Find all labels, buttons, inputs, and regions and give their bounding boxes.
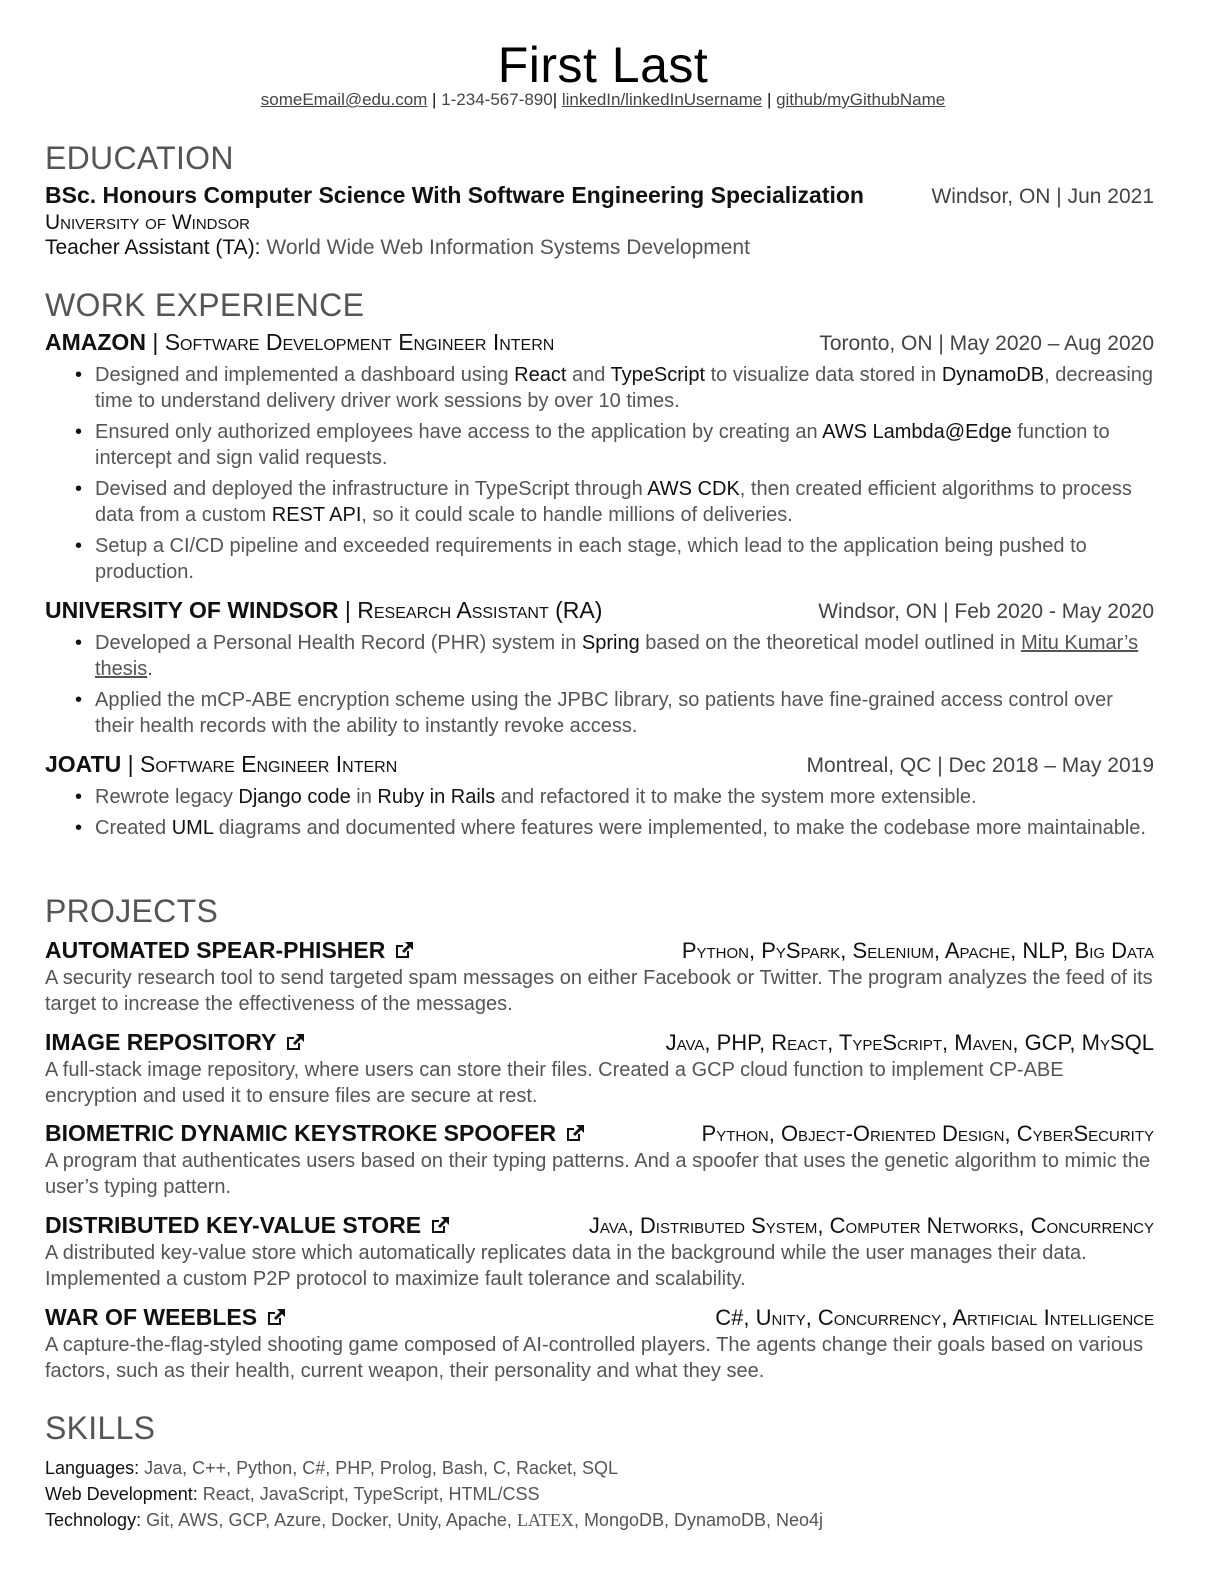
bullet-item: • Devised and deployed the infrastructure in TypeScript through AWS CDK, then created efficient algorithms to process data from a custom REST API, so it could scale to handle millions of deliveries. xyxy=(75,476,1154,528)
phone: 1-234-567-890 xyxy=(441,90,553,109)
separator: | xyxy=(432,90,442,109)
skills-label: Web Development: xyxy=(45,1484,198,1504)
skills-web xyxy=(45,1481,1154,1507)
skills-value: , MongoDB, DynamoDB, Neo4j xyxy=(573,1510,824,1530)
project-description: A distributed key-value store which automatically replicates data in the background while the user manages their data. Implemented a custom P2P protocol to maximize fault tolerance and scalability. xyxy=(45,1242,1087,1290)
project-description: A program that authenticates users based on their typing patterns. And a spoofer that uses the genetic algorithm to mimic the user’s typing pattern. xyxy=(45,1150,1151,1198)
company: JOATU xyxy=(45,751,122,777)
project-tech: C#, Unity, Concurrency, Artificial Intelligence xyxy=(715,1305,1154,1330)
school: University of Windsor xyxy=(45,211,251,234)
project-header xyxy=(45,1212,1154,1239)
skills-value: React, JavaScript, TypeScript, HTML/CSS xyxy=(202,1484,540,1504)
ta-value: World Wide Web Information Systems Development xyxy=(266,236,750,259)
role: Research Assistant (RA) xyxy=(357,597,603,623)
skills-languages xyxy=(45,1455,1154,1481)
job-header-windsor: UNIVERSITY OF WINDSOR | Research Assistant (RA) Windsor, ON | Feb 2020 - May 2020 xyxy=(45,597,1154,623)
section-title-projects: PROJECTS xyxy=(45,893,219,929)
project-description: A security research tool to send targeted spam messages on either Facebook or Twitter. The program analyzes the feed of its target to increase the effectiveness of the messages. xyxy=(45,967,1153,1015)
degree: BSc. Honours Computer Science With Software Engineering Specialization xyxy=(45,182,864,208)
project-tech: Java, PHP, React, TypeScript, Maven, GCP, MySQL xyxy=(665,1030,1154,1055)
job-bullets-amazon xyxy=(75,362,1154,590)
company: UNIVERSITY OF WINDSOR xyxy=(45,597,339,623)
contact-line xyxy=(0,90,1206,110)
skills-value: Java, C++, Python, C#, PHP, Prolog, Bash, C, Racket, SQL xyxy=(144,1458,619,1478)
project-title: DISTRIBUTED KEY-VALUE STORE xyxy=(45,1212,422,1238)
school-line xyxy=(45,210,1154,236)
linkedin-link[interactable]: linkedIn/linkedInUsername xyxy=(561,90,763,109)
ta-line xyxy=(45,235,1154,261)
job-location-date: Windsor, ON | Feb 2020 - May 2020 xyxy=(818,600,1154,623)
section-title-work: WORK EXPERIENCE xyxy=(45,287,365,323)
resume-name: First Last xyxy=(497,37,709,93)
section-title-skills: SKILLS xyxy=(45,1410,156,1446)
external-link-icon[interactable] xyxy=(265,1307,287,1327)
company: AMAZON xyxy=(45,329,146,355)
email-link[interactable]: someEmail@edu.com xyxy=(260,90,428,109)
project-title: IMAGE REPOSITORY xyxy=(45,1029,277,1055)
external-link-icon[interactable] xyxy=(393,940,415,960)
thesis-link[interactable]: Mitu Kumar’s thesis xyxy=(95,632,1139,680)
bullet-item: • Ensured only authorized employees have access to the application by creating an AWS Lambda@Edge function to intercept and sign valid requests. xyxy=(75,419,1154,471)
education-location-date: Windsor, ON | Jun 2021 xyxy=(931,185,1154,208)
job-header-joatu: JOATU | Software Engineer Intern Montreal, QC | Dec 2018 – May 2019 xyxy=(45,751,1154,777)
job-location-date: Toronto, ON | May 2020 – Aug 2020 xyxy=(819,332,1154,355)
separator: | xyxy=(766,90,777,109)
education-row xyxy=(45,182,1154,209)
role: Software Engineer Intern xyxy=(140,751,398,777)
external-link-icon[interactable] xyxy=(284,1032,306,1052)
role: Software Development Engineer Intern xyxy=(164,329,555,355)
project-tech: Python, Object-Oriented Design, CyberSecurity xyxy=(701,1121,1154,1146)
job-header-amazon: AMAZON | Software Development Engineer Intern Toronto, ON | May 2020 – Aug 2020 xyxy=(45,329,1154,355)
github-link[interactable]: github/myGithubName xyxy=(776,90,946,109)
project-header xyxy=(45,1120,1154,1147)
skills-label: Technology: xyxy=(45,1510,142,1530)
skills-value: Git, AWS, GCP, Azure, Docker, Unity, Apache, xyxy=(146,1510,512,1530)
external-link-icon[interactable] xyxy=(429,1215,451,1235)
bullet-item: • Designed and implemented a dashboard using React and TypeScript to visualize data stored in DynamoDB, decreasing time to understand delivery driver work sessions by over 10 times. xyxy=(75,362,1154,414)
project-description: A capture-the-flag-styled shooting game composed of AI-controlled players. The agents change their goals based on various factors, such as their health, current weapon, their personality and what they see. xyxy=(45,1334,1144,1382)
skills-technology xyxy=(45,1507,1154,1533)
project-header xyxy=(45,1029,1154,1056)
project-tech: Java, Distributed System, Computer Networks, Concurrency xyxy=(588,1213,1154,1238)
separator: | xyxy=(552,90,562,109)
job-bullets-joatu xyxy=(75,784,1154,846)
project-title: AUTOMATED SPEAR-PHISHER xyxy=(45,937,386,963)
project-header xyxy=(45,1304,1154,1331)
bullet-item: • Applied the mCP-ABE encryption scheme using the JPBC library, so patients have fine-grained access control over their health records with the ability to instantly revoke access. xyxy=(75,687,1154,739)
job-location-date: Montreal, QC | Dec 2018 – May 2019 xyxy=(806,754,1154,777)
ta-label: Teacher Assistant (TA): xyxy=(45,236,261,259)
project-header xyxy=(45,937,1154,964)
section-title-education: EDUCATION xyxy=(45,140,234,176)
project-description: A full-stack image repository, where users can store their files. Created a GCP cloud function to implement CP-ABE encryption and used it to ensure files are secure at rest. xyxy=(45,1059,1064,1107)
project-title: WAR OF WEEBLES xyxy=(45,1304,258,1330)
external-link-icon[interactable] xyxy=(564,1123,586,1143)
job-bullets-windsor xyxy=(75,630,1154,744)
bullet-item: • Rewrote legacy Django code in Ruby in Rails and refactored it to make the system more extensible. xyxy=(75,784,1154,810)
bullet-item: • Setup a CI/CD pipeline and exceeded requirements in each stage, which lead to the application being pushed to production. xyxy=(75,533,1154,585)
bullet-item: • Created UML diagrams and documented where features were implemented, to make the codebase more maintainable. xyxy=(75,815,1154,841)
project-tech: Python, PySpark, Selenium, Apache, NLP, Big Data xyxy=(681,938,1154,963)
latex-logo: LATEX xyxy=(516,1510,574,1530)
project-title: BIOMETRIC DYNAMIC KEYSTROKE SPOOFER xyxy=(45,1120,557,1146)
bullet-item: • Developed a Personal Health Record (PHR) system in Spring based on the theoretical model outlined in Mitu Kumar’s thesis. xyxy=(75,630,1154,682)
skills-label: Languages: xyxy=(45,1458,140,1478)
